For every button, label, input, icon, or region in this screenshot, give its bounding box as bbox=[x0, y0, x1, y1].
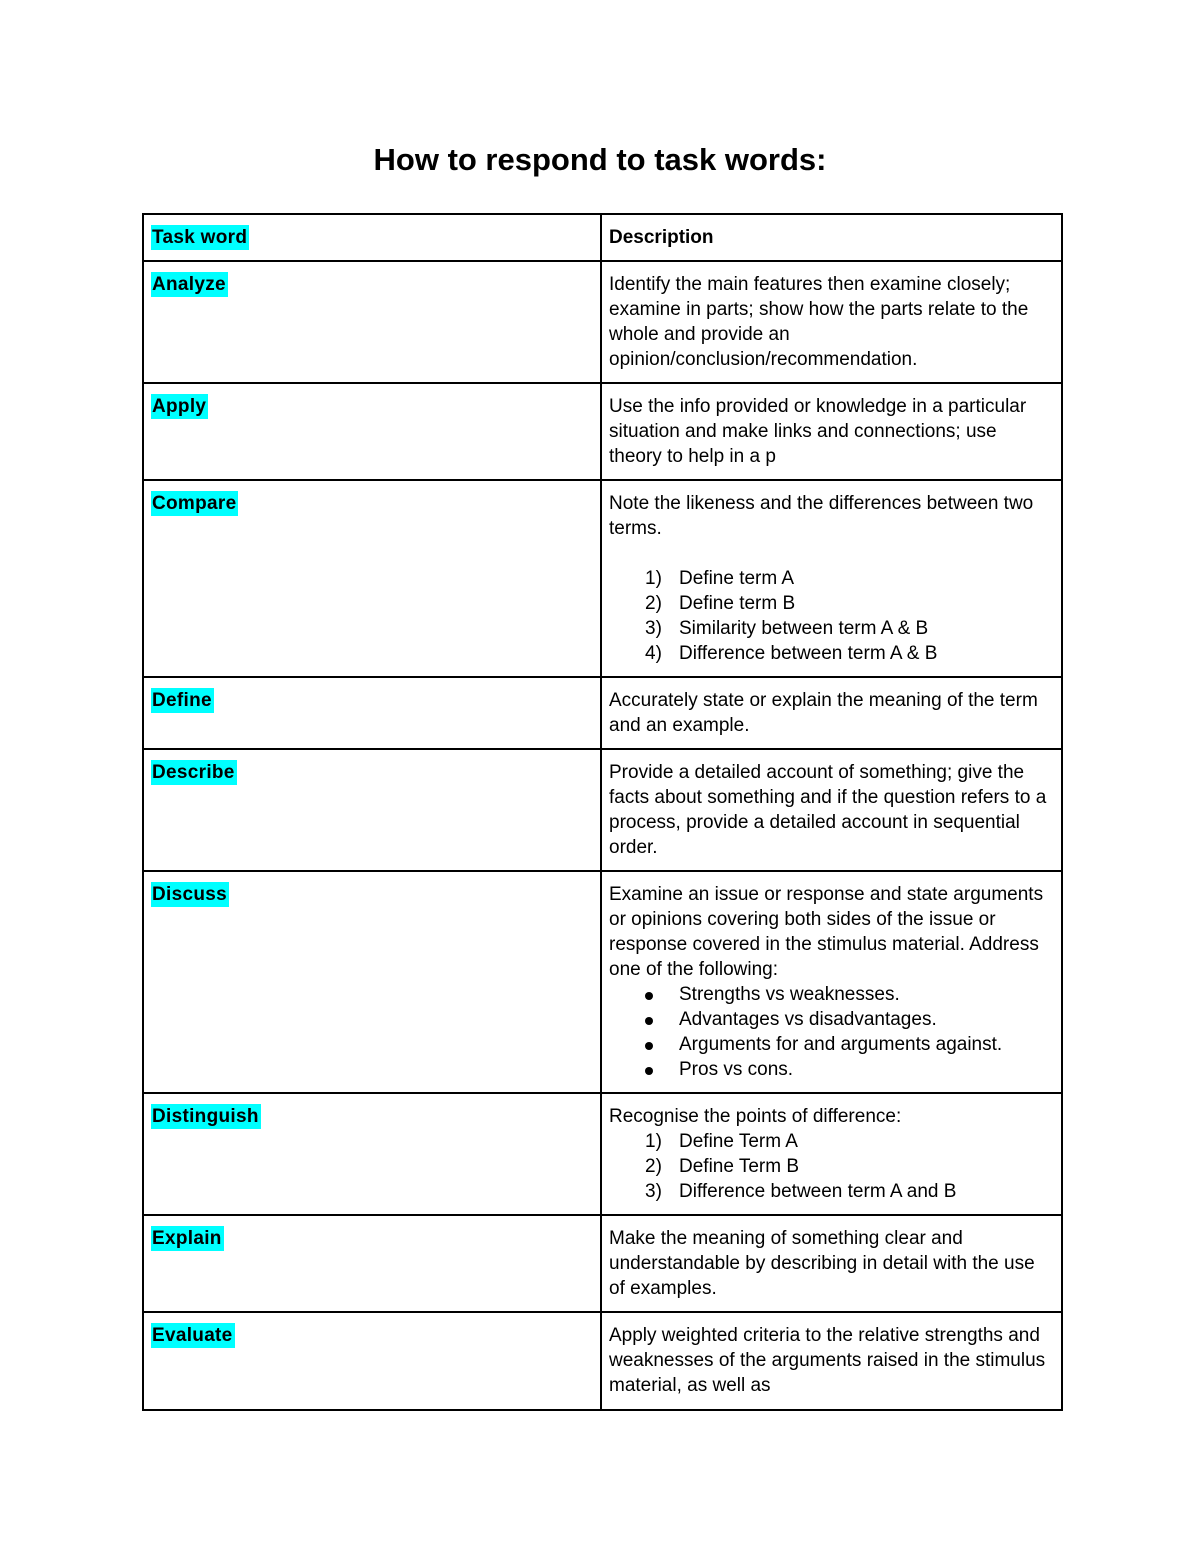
list-marker: 2) bbox=[645, 1156, 662, 1177]
table-row bbox=[143, 677, 1062, 749]
list-item-text: Difference between term A & B bbox=[679, 643, 938, 664]
task-word-cell bbox=[143, 871, 601, 1093]
description-cell bbox=[601, 1093, 1062, 1215]
list-item-text: Similarity between term A & B bbox=[679, 618, 929, 639]
list-item bbox=[609, 1179, 1054, 1204]
description-text: Apply weighted criteria to the relative strengths and weaknesses of the arguments raised in the stimulus material, as well as bbox=[609, 1325, 1046, 1396]
task-word-cell bbox=[143, 1312, 601, 1410]
task-word-cell bbox=[143, 383, 601, 480]
list-item-text: Define term A bbox=[679, 568, 795, 589]
list-marker: 1) bbox=[645, 1131, 662, 1152]
table-row bbox=[143, 1215, 1062, 1312]
list-item-text: Advantages vs disadvantages. bbox=[679, 1009, 937, 1030]
list-marker: 4) bbox=[645, 643, 662, 664]
description-cell bbox=[601, 677, 1062, 749]
list-item-text: Define Term B bbox=[679, 1156, 800, 1177]
list-item-text: Strengths vs weaknesses. bbox=[679, 984, 900, 1005]
description-cell bbox=[601, 1215, 1062, 1312]
description-cell bbox=[601, 480, 1062, 677]
header-description-label: Description bbox=[609, 227, 714, 248]
numbered-list bbox=[609, 566, 1054, 666]
task-word-cell bbox=[143, 677, 601, 749]
description-text: Provide a detailed account of something; give the facts about something and if the question refers to a process, provide a detailed account in sequential order. bbox=[609, 762, 1047, 858]
header-task-word-label: Task word bbox=[152, 227, 248, 248]
page-title: How to respond to task words: bbox=[373, 142, 827, 177]
list-item bbox=[609, 1129, 1054, 1154]
list-item bbox=[609, 641, 1054, 666]
list-marker: 2) bbox=[645, 593, 662, 614]
list-marker: 1) bbox=[645, 568, 662, 589]
bullet-icon bbox=[645, 1017, 653, 1025]
list-item bbox=[609, 566, 1054, 591]
task-word-label: Analyze bbox=[152, 274, 226, 295]
list-item-text: Define term B bbox=[679, 593, 796, 614]
task-word-label: Distinguish bbox=[152, 1106, 259, 1127]
table-row bbox=[143, 480, 1062, 677]
header-cell-description bbox=[601, 214, 1062, 261]
description-cell bbox=[601, 749, 1062, 871]
description-text: Note the likeness and the differences between two terms. bbox=[609, 493, 1034, 539]
description-cell bbox=[601, 871, 1062, 1093]
table-row bbox=[143, 749, 1062, 871]
description-text: Recognise the points of difference: bbox=[609, 1106, 902, 1127]
task-word-label: Evaluate bbox=[152, 1325, 233, 1346]
task-words-table bbox=[142, 213, 1063, 1411]
description-text: Use the info provided or knowledge in a particular situation and make links and connections; use theory to help in a p bbox=[609, 396, 1027, 467]
description-cell bbox=[601, 383, 1062, 480]
list-item bbox=[609, 1032, 1054, 1057]
paragraph-gap bbox=[609, 541, 1054, 566]
task-word-label: Discuss bbox=[152, 884, 227, 905]
task-word-cell bbox=[143, 261, 601, 383]
list-item-text: Difference between term A and B bbox=[679, 1181, 957, 1202]
list-item bbox=[609, 1154, 1054, 1179]
task-word-cell bbox=[143, 1215, 601, 1312]
task-word-label: Define bbox=[152, 690, 212, 711]
list-item bbox=[609, 591, 1054, 616]
bullet-icon bbox=[645, 1042, 653, 1050]
list-item bbox=[609, 982, 1054, 1007]
numbered-list bbox=[609, 1129, 1054, 1204]
description-text: Accurately state or explain the meaning of the term and an example. bbox=[609, 690, 1038, 736]
table-row bbox=[143, 261, 1062, 383]
table-row bbox=[143, 871, 1062, 1093]
table-row bbox=[143, 383, 1062, 480]
bullet-icon bbox=[645, 992, 653, 1000]
table-row bbox=[143, 1312, 1062, 1410]
task-word-cell bbox=[143, 1093, 601, 1215]
list-item-text: Pros vs cons. bbox=[679, 1059, 794, 1080]
list-marker: 3) bbox=[645, 618, 662, 639]
description-text: Examine an issue or response and state arguments or opinions covering both sides of the issue or response covered in the stimulus material. Address one of the following: bbox=[609, 884, 1044, 980]
description-text: Identify the main features then examine closely; examine in parts; show how the parts relate to the whole and provide an opinion/conclusion/recommendation. bbox=[609, 274, 1029, 370]
task-word-cell bbox=[143, 749, 601, 871]
bullet-list bbox=[609, 982, 1054, 1082]
task-word-label: Explain bbox=[152, 1228, 222, 1249]
description-cell bbox=[601, 261, 1062, 383]
list-marker: 3) bbox=[645, 1181, 662, 1202]
list-item bbox=[609, 1007, 1054, 1032]
list-item-text: Arguments for and arguments against. bbox=[679, 1034, 1003, 1055]
task-word-label: Apply bbox=[152, 396, 207, 417]
task-word-label: Compare bbox=[152, 493, 237, 514]
table-header-row bbox=[143, 214, 1062, 261]
list-item-text: Define Term A bbox=[679, 1131, 798, 1152]
description-cell bbox=[601, 1312, 1062, 1410]
header-cell-task-word bbox=[143, 214, 601, 261]
list-item bbox=[609, 1057, 1054, 1082]
task-word-cell bbox=[143, 480, 601, 677]
bullet-icon bbox=[645, 1067, 653, 1075]
list-item bbox=[609, 616, 1054, 641]
task-word-label: Describe bbox=[152, 762, 235, 783]
description-text: Make the meaning of something clear and understandable by describing in detail with the use of examples. bbox=[609, 1228, 1035, 1299]
table-row bbox=[143, 1093, 1062, 1215]
